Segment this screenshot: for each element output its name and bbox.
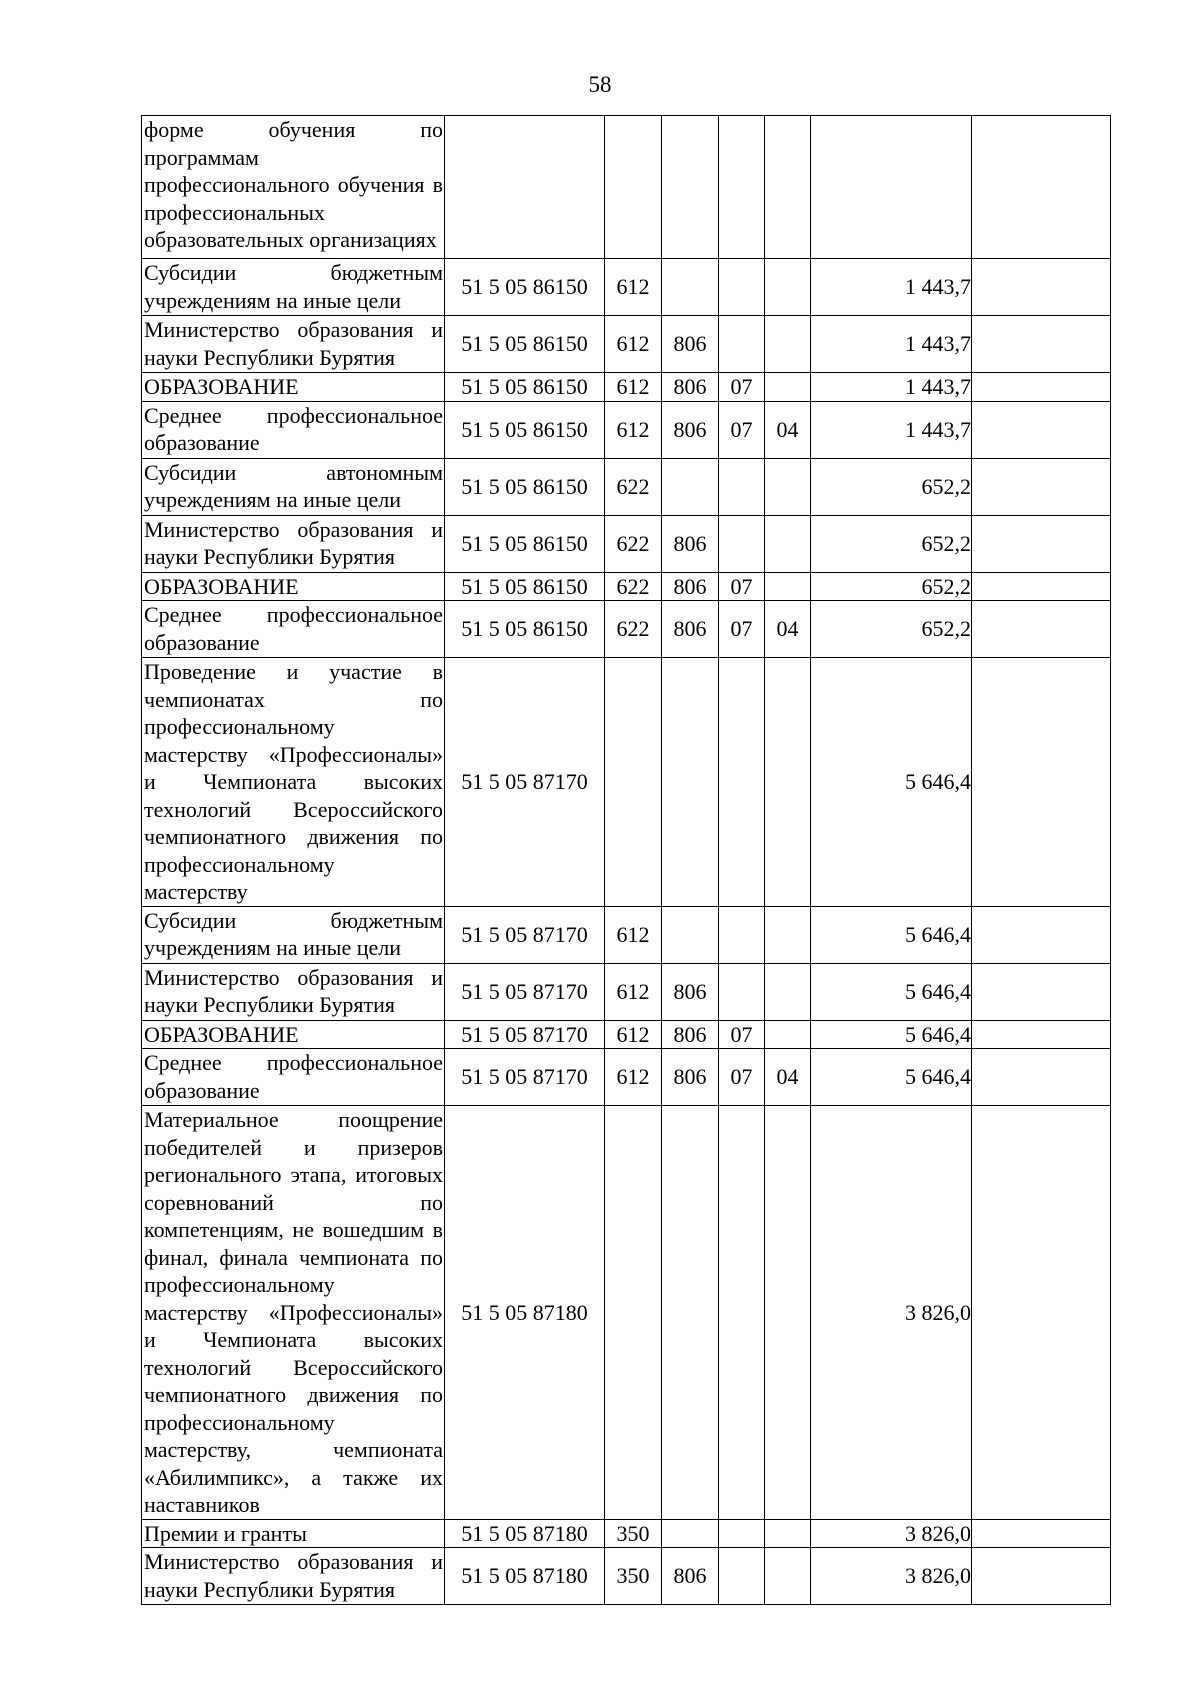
cell-ministry-code: 806 <box>662 1049 719 1106</box>
cell-amount: 652,2 <box>811 572 972 601</box>
cell-description: Среднее профессиональное образование <box>142 1049 445 1106</box>
cell-expense-type: 612 <box>605 906 662 963</box>
cell-extra <box>972 572 1111 601</box>
cell-target-code: 51 5 05 86150 <box>445 572 605 601</box>
table-row <box>142 259 1111 316</box>
cell-section <box>719 906 765 963</box>
cell-amount: 3 826,0 <box>811 1106 972 1520</box>
page-number: 58 <box>588 72 612 97</box>
cell-section <box>719 259 765 316</box>
cell-amount <box>811 116 972 259</box>
cell-section <box>719 515 765 572</box>
table-row <box>142 572 1111 601</box>
cell-subsection: 04 <box>765 401 811 458</box>
cell-amount: 5 646,4 <box>811 906 972 963</box>
cell-subsection <box>765 373 811 402</box>
cell-expense-type: 612 <box>605 1049 662 1106</box>
cell-ministry-code: 806 <box>662 963 719 1020</box>
cell-expense-type: 612 <box>605 316 662 373</box>
cell-expense-type: 622 <box>605 572 662 601</box>
cell-target-code: 51 5 05 87170 <box>445 906 605 963</box>
cell-amount: 1 443,7 <box>811 373 972 402</box>
cell-expense-type: 622 <box>605 515 662 572</box>
cell-ministry-code <box>662 259 719 316</box>
cell-description: ОБРАЗОВАНИЕ <box>142 1020 445 1049</box>
table-row <box>142 373 1111 402</box>
cell-ministry-code <box>662 1519 719 1548</box>
cell-description: ОБРАЗОВАНИЕ <box>142 572 445 601</box>
cell-subsection <box>765 1548 811 1605</box>
cell-ministry-code: 806 <box>662 316 719 373</box>
cell-expense-type: 622 <box>605 458 662 515</box>
cell-extra <box>972 658 1111 907</box>
cell-target-code: 51 5 05 87180 <box>445 1548 605 1605</box>
cell-expense-type: 612 <box>605 1020 662 1049</box>
cell-section <box>719 658 765 907</box>
cell-extra <box>972 316 1111 373</box>
cell-extra <box>972 1519 1111 1548</box>
cell-target-code: 51 5 05 87170 <box>445 963 605 1020</box>
cell-section <box>719 1106 765 1520</box>
cell-amount: 1 443,7 <box>811 401 972 458</box>
cell-expense-type <box>605 116 662 259</box>
cell-extra <box>972 1049 1111 1106</box>
cell-amount: 5 646,4 <box>811 1049 972 1106</box>
cell-expense-type: 612 <box>605 963 662 1020</box>
table-row <box>142 1519 1111 1548</box>
cell-description: Премии и гранты <box>142 1519 445 1548</box>
cell-amount: 652,2 <box>811 601 972 658</box>
table-row <box>142 963 1111 1020</box>
cell-ministry-code: 806 <box>662 1548 719 1605</box>
cell-ministry-code: 806 <box>662 373 719 402</box>
cell-subsection <box>765 116 811 259</box>
cell-section: 07 <box>719 1020 765 1049</box>
cell-ministry-code: 806 <box>662 401 719 458</box>
cell-extra <box>972 1548 1111 1605</box>
cell-expense-type: 350 <box>605 1519 662 1548</box>
table-row <box>142 116 1111 259</box>
cell-subsection <box>765 458 811 515</box>
cell-extra <box>972 963 1111 1020</box>
cell-subsection <box>765 1020 811 1049</box>
cell-extra <box>972 1106 1111 1520</box>
cell-description: Материальное поощрение победителей и призеров регионального этапа, итоговых соревнований по компетенциям, не вошедшим в финал, финала чемпионата по профессиональному мастерству «Профессионалы» и Чемпионата высоких технологий Всероссийского чемпионатного движения по профессиональному мастерству, чемпионата «Абилимпикс», а также их наставников <box>142 1106 445 1520</box>
cell-target-code: 51 5 05 86150 <box>445 458 605 515</box>
table-row <box>142 601 1111 658</box>
table-row <box>142 458 1111 515</box>
cell-target-code: 51 5 05 87170 <box>445 1049 605 1106</box>
cell-description: форме обучения по программам профессионального обучения в профессиональных образовательных организациях <box>142 116 445 259</box>
cell-description: Министерство образования и науки Республики Бурятия <box>142 1548 445 1605</box>
cell-expense-type: 612 <box>605 401 662 458</box>
cell-subsection <box>765 1519 811 1548</box>
cell-description: Министерство образования и науки Республики Бурятия <box>142 515 445 572</box>
cell-target-code: 51 5 05 87170 <box>445 1020 605 1049</box>
cell-target-code: 51 5 05 86150 <box>445 259 605 316</box>
cell-amount: 652,2 <box>811 515 972 572</box>
cell-target-code: 51 5 05 87180 <box>445 1519 605 1548</box>
cell-section: 07 <box>719 401 765 458</box>
cell-target-code: 51 5 05 86150 <box>445 373 605 402</box>
cell-subsection: 04 <box>765 601 811 658</box>
cell-ministry-code <box>662 458 719 515</box>
table-row <box>142 1548 1111 1605</box>
cell-section <box>719 458 765 515</box>
cell-extra <box>972 515 1111 572</box>
cell-target-code <box>445 116 605 259</box>
cell-ministry-code <box>662 906 719 963</box>
cell-extra <box>972 373 1111 402</box>
cell-description: Среднее профессиональное образование <box>142 401 445 458</box>
table-row <box>142 1106 1111 1520</box>
cell-description: Министерство образования и науки Республики Бурятия <box>142 963 445 1020</box>
cell-ministry-code <box>662 116 719 259</box>
cell-section: 07 <box>719 572 765 601</box>
cell-target-code: 51 5 05 86150 <box>445 401 605 458</box>
cell-target-code: 51 5 05 86150 <box>445 316 605 373</box>
cell-amount: 1 443,7 <box>811 259 972 316</box>
cell-target-code: 51 5 05 86150 <box>445 515 605 572</box>
cell-expense-type: 622 <box>605 601 662 658</box>
cell-subsection <box>765 515 811 572</box>
table-row <box>142 1020 1111 1049</box>
cell-section: 07 <box>719 601 765 658</box>
cell-amount: 5 646,4 <box>811 1020 972 1049</box>
cell-ministry-code: 806 <box>662 572 719 601</box>
cell-ministry-code: 806 <box>662 515 719 572</box>
cell-extra <box>972 259 1111 316</box>
cell-target-code: 51 5 05 86150 <box>445 601 605 658</box>
cell-extra <box>972 906 1111 963</box>
cell-section <box>719 316 765 373</box>
cell-extra <box>972 1020 1111 1049</box>
cell-target-code: 51 5 05 87170 <box>445 658 605 907</box>
cell-extra <box>972 401 1111 458</box>
cell-subsection <box>765 572 811 601</box>
table-body <box>142 116 1111 1605</box>
cell-description: Субсидии автономным учреждениям на иные цели <box>142 458 445 515</box>
cell-section: 07 <box>719 1049 765 1106</box>
cell-subsection <box>765 1106 811 1520</box>
cell-description: ОБРАЗОВАНИЕ <box>142 373 445 402</box>
cell-subsection <box>765 906 811 963</box>
cell-section <box>719 1519 765 1548</box>
cell-expense-type: 612 <box>605 373 662 402</box>
cell-amount: 1 443,7 <box>811 316 972 373</box>
cell-amount: 3 826,0 <box>811 1548 972 1605</box>
cell-target-code: 51 5 05 87180 <box>445 1106 605 1520</box>
cell-amount: 5 646,4 <box>811 963 972 1020</box>
cell-ministry-code: 806 <box>662 601 719 658</box>
cell-amount: 3 826,0 <box>811 1519 972 1548</box>
table-row <box>142 515 1111 572</box>
cell-expense-type: 612 <box>605 259 662 316</box>
cell-extra <box>972 601 1111 658</box>
cell-expense-type <box>605 658 662 907</box>
cell-subsection <box>765 259 811 316</box>
table-row <box>142 401 1111 458</box>
table-row <box>142 658 1111 907</box>
table-row <box>142 1049 1111 1106</box>
budget-table <box>141 115 1111 1605</box>
cell-description: Субсидии бюджетным учреждениям на иные цели <box>142 906 445 963</box>
cell-description: Среднее профессиональное образование <box>142 601 445 658</box>
cell-subsection <box>765 658 811 907</box>
cell-subsection <box>765 963 811 1020</box>
table-row <box>142 316 1111 373</box>
cell-ministry-code <box>662 1106 719 1520</box>
cell-expense-type <box>605 1106 662 1520</box>
cell-description: Субсидии бюджетным учреждениям на иные цели <box>142 259 445 316</box>
cell-ministry-code <box>662 658 719 907</box>
cell-description: Министерство образования и науки Республики Бурятия <box>142 316 445 373</box>
cell-section <box>719 963 765 1020</box>
cell-subsection: 04 <box>765 1049 811 1106</box>
cell-amount: 652,2 <box>811 458 972 515</box>
cell-extra <box>972 458 1111 515</box>
cell-ministry-code: 806 <box>662 1020 719 1049</box>
cell-section <box>719 116 765 259</box>
cell-section <box>719 1548 765 1605</box>
table-row <box>142 906 1111 963</box>
cell-expense-type: 350 <box>605 1548 662 1605</box>
cell-description: Проведение и участие в чемпионатах по профессиональному мастерству «Профессионалы» и Чемпионата высоких технологий Всероссийского чемпионатного движения по профессиональному мастерству <box>142 658 445 907</box>
cell-subsection <box>765 316 811 373</box>
cell-section: 07 <box>719 373 765 402</box>
cell-extra <box>972 116 1111 259</box>
cell-amount: 5 646,4 <box>811 658 972 907</box>
